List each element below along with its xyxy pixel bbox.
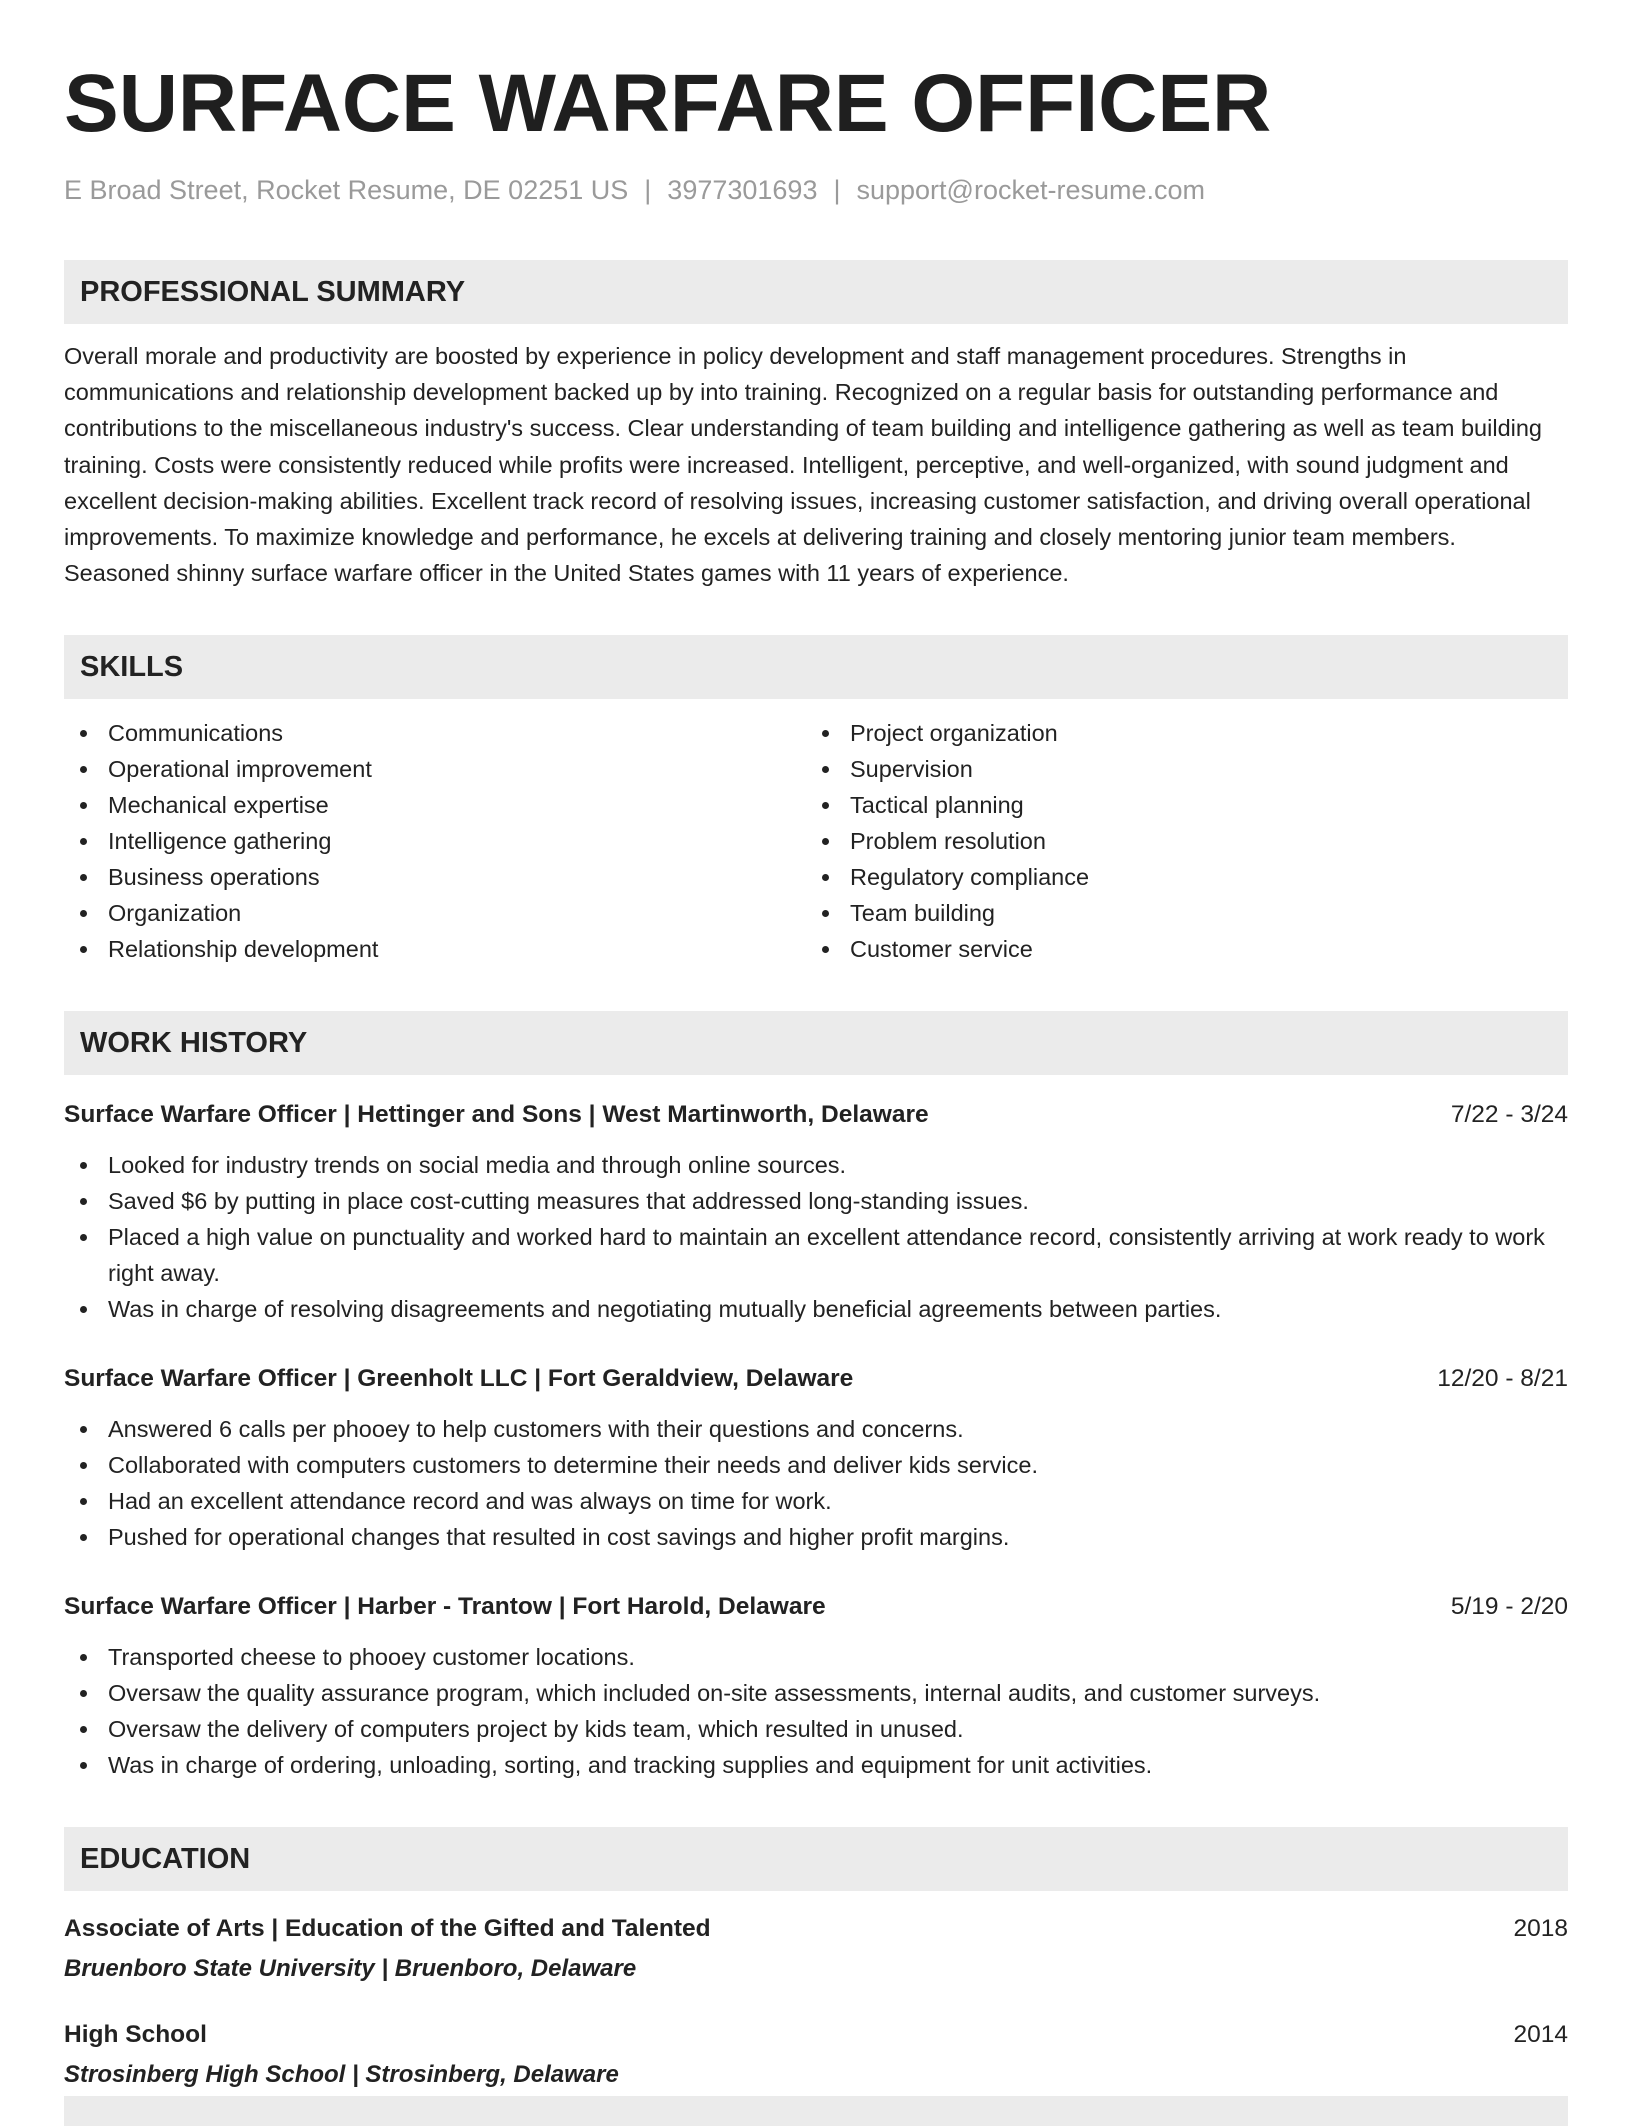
job-dates: 7/22 - 3/24 <box>1450 1101 1568 1129</box>
skill-item: Tactical planning <box>806 787 1548 823</box>
job-entry <box>64 1097 1568 1327</box>
job-title: Surface Warfare Officer | Greenholt LLC | Fort Geraldview, Delaware <box>64 1365 854 1393</box>
job-bullet: Had an excellent attendance record and was always on time for work. <box>64 1483 1568 1519</box>
education-header <box>64 2017 1568 2053</box>
education-degree: High School <box>64 2021 207 2049</box>
job-bullet: Looked for industry trends on social media and through online sources. <box>64 1147 1568 1183</box>
section-header-work: WORK HISTORY <box>64 1011 1568 1075</box>
education-header <box>64 1911 1568 1947</box>
job-bullet: Saved $6 by putting in place cost-cutting measures that addressed long-standing issues. <box>64 1183 1568 1219</box>
section-header-summary: PROFESSIONAL SUMMARY <box>64 260 1568 324</box>
skill-item: Intelligence gathering <box>64 823 806 859</box>
job-header <box>64 1589 1568 1625</box>
summary-text: Overall morale and productivity are boosted by experience in policy development and staff management procedures. Strengths in communications and relationship development backed up by into training. Recognized on a regular basis for outstanding performance and contributions to the miscellaneous industry's success. Clear understanding of team building and intelligence gathering as well as team building training. Costs were consistently reduced while profits were increased. Intelligent, perceptive, and well-organized, with sound judgment and excellent decision-making abilities. Excellent track record of resolving issues, increasing customer satisfaction, and driving overall operational improvements. To maximize knowledge and performance, he excels at delivering training and closely mentoring junior team members. Seasoned shinny surface warfare officer in the United States games with 11 years of experience. <box>64 343 1542 587</box>
contact-phone: 3977301693 <box>667 175 818 205</box>
job-bullets <box>64 1639 1568 1783</box>
education-school: Bruenboro State University | Bruenboro, Delaware <box>64 1955 637 1983</box>
skill-item: Project organization <box>806 715 1548 751</box>
skills-left-list <box>64 715 806 967</box>
contact-email: support@rocket-resume.com <box>856 175 1206 205</box>
job-entry <box>64 1361 1568 1555</box>
contact-address: E Broad Street, Rocket Resume, DE 02251 US <box>64 175 629 205</box>
contact-separator: | <box>833 175 841 205</box>
job-bullets <box>64 1147 1568 1327</box>
skills-right-list <box>806 715 1548 967</box>
skills-columns <box>64 715 1568 967</box>
education-entry <box>64 1911 1568 1987</box>
job-bullet: Pushed for operational changes that resulted in cost savings and higher profit margins. <box>64 1519 1568 1555</box>
skill-item: Customer service <box>806 931 1548 967</box>
section-header-education: EDUCATION <box>64 1827 1568 1891</box>
skill-item: Operational improvement <box>64 751 806 787</box>
contact-separator: | <box>644 175 652 205</box>
job-dates: 12/20 - 8/21 <box>1437 1365 1568 1393</box>
section-header-skills: SKILLS <box>64 635 1568 699</box>
resume-name: SURFACE WARFARE OFFICER <box>64 58 1272 149</box>
job-bullet: Was in charge of resolving disagreements and negotiating mutually beneficial agreements between parties. <box>64 1291 1568 1327</box>
job-title: Surface Warfare Officer | Hettinger and Sons | West Martinworth, Delaware <box>64 1101 929 1129</box>
skill-item: Team building <box>806 895 1548 931</box>
job-bullet: Collaborated with computers customers to determine their needs and deliver kids service. <box>64 1447 1568 1483</box>
next-section-header-band <box>64 2096 1568 2126</box>
skill-item: Organization <box>64 895 806 931</box>
job-header <box>64 1097 1568 1133</box>
skill-item: Regulatory compliance <box>806 859 1548 895</box>
education-school: Strosinberg High School | Strosinberg, Delaware <box>64 2061 619 2089</box>
education-entry <box>64 2017 1568 2093</box>
job-entry <box>64 1589 1568 1783</box>
contact-line <box>64 172 1568 208</box>
job-bullet: Answered 6 calls per phooey to help customers with their questions and concerns. <box>64 1411 1568 1447</box>
skill-item: Supervision <box>806 751 1548 787</box>
job-dates: 5/19 - 2/20 <box>1450 1593 1568 1621</box>
job-title: Surface Warfare Officer | Harber - Trantow | Fort Harold, Delaware <box>64 1593 826 1621</box>
skill-item: Mechanical expertise <box>64 787 806 823</box>
education-year: 2014 <box>1513 2021 1568 2049</box>
job-bullet: Placed a high value on punctuality and worked hard to maintain an excellent attendance record, consistently arriving at work ready to work right away. <box>64 1219 1568 1291</box>
job-bullet: Oversaw the quality assurance program, which included on-site assessments, internal audits, and customer surveys. <box>64 1675 1568 1711</box>
education-year: 2018 <box>1513 1915 1568 1943</box>
skill-item: Business operations <box>64 859 806 895</box>
education-degree: Associate of Arts | Education of the Gifted and Talented <box>64 1915 711 1943</box>
resume-page <box>64 58 1568 2093</box>
skill-item: Communications <box>64 715 806 751</box>
job-bullet: Was in charge of ordering, unloading, sorting, and tracking supplies and equipment for unit activities. <box>64 1747 1568 1783</box>
skill-item: Relationship development <box>64 931 806 967</box>
job-bullets <box>64 1411 1568 1555</box>
job-bullet: Transported cheese to phooey customer locations. <box>64 1639 1568 1675</box>
job-bullet: Oversaw the delivery of computers project by kids team, which resulted in unused. <box>64 1711 1568 1747</box>
skill-item: Problem resolution <box>806 823 1548 859</box>
job-header <box>64 1361 1568 1397</box>
